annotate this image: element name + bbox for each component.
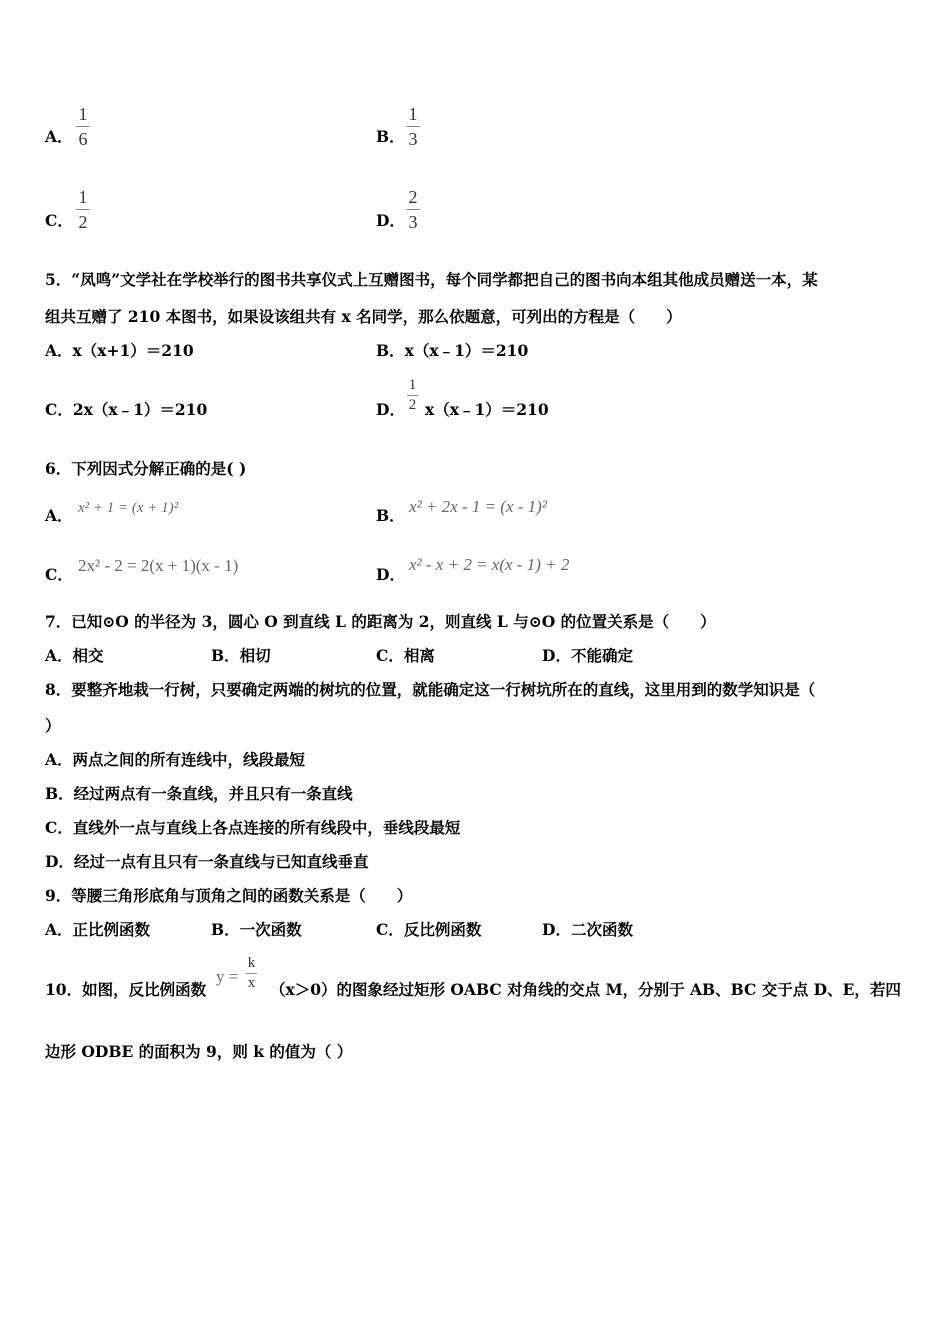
q5-option-d-denominator: 2 xyxy=(408,397,417,413)
q8-stem-line2: ） xyxy=(45,716,61,735)
q4-option-c-denominator: 2 xyxy=(78,212,88,232)
q7-option-c: C．相离 xyxy=(376,646,435,665)
q9-option-b: B．一次函数 xyxy=(211,920,302,939)
q7-option-d: D．不能确定 xyxy=(542,646,633,665)
q8-option-b: B．经过两点有一条直线，并且只有一条直线 xyxy=(45,784,353,803)
q5-option-d-expression: x（x﹣1）＝210 xyxy=(425,400,549,419)
q4-option-d-letter: D． xyxy=(376,211,405,230)
q5-option-d-fraction xyxy=(407,377,418,414)
q5-option-c: C．2x（x﹣1）＝210 xyxy=(45,400,208,419)
q4-option-c-letter: C． xyxy=(45,211,73,230)
q4-option-d-numerator: 2 xyxy=(408,187,418,207)
q4-option-b-fraction xyxy=(406,103,420,150)
q6-option-b-expression: x² + 2x - 1 = (x - 1)² xyxy=(409,497,547,516)
q10-y-equals: y = xyxy=(216,967,239,986)
q5-option-b: B．x（x﹣1）＝210 xyxy=(376,341,529,360)
q6-option-d-letter: D． xyxy=(376,565,405,584)
q6-option-a-expression: x² + 1 = (x + 1)² xyxy=(78,500,179,516)
q6-option-d-expression: x² - x + 2 = x(x - 1) + 2 xyxy=(409,555,570,574)
q10-fraction-numerator: k xyxy=(247,955,256,971)
q9-stem: 9．等腰三角形底角与顶角之间的函数关系是（ ） xyxy=(45,886,413,905)
q4-option-d-fraction xyxy=(406,186,420,233)
q8-stem-line1: 8．要整齐地栽一行树，只要确定两端的树坑的位置，就能确定这一行树坑所在的直线，这里用到的数学知识是（ xyxy=(45,680,816,699)
q5-stem-line2: 组共互赠了 210 本图书，如果设该组共有 x 名同学，那么依题意，可列出的方程是（ ） xyxy=(45,307,682,326)
q7-option-a: A．相交 xyxy=(45,646,104,665)
q5-stem-line1: 5．“凤鸣”文学社在学校举行的图书共享仪式上互赠图书，每个同学都把自己的图书向本组其他成员赠送一本，某 xyxy=(45,270,818,289)
q10-stem-prefix: 10．如图，反比例函数 xyxy=(45,980,207,999)
q9-option-d: D．二次函数 xyxy=(542,920,633,939)
q8-option-a: A．两点之间的所有连线中，线段最短 xyxy=(45,750,306,769)
q7-stem: 7．已知⊙O 的半径为 3，圆心 O 到直线 L 的距离为 2，则直线 L 与⊙O 的位置关系是（ ） xyxy=(45,612,716,631)
q9-option-a: A．正比例函数 xyxy=(45,920,151,939)
q4-option-b-numerator: 1 xyxy=(408,104,418,124)
q4-option-a-denominator: 6 xyxy=(78,129,88,149)
q10-stem-suffix: （x＞0）的图象经过矩形 OABC 对角线的交点 M，分别于 AB、BC 交于点 D、E，若四 xyxy=(270,980,901,999)
q6-stem: 6．下列因式分解正确的是( ) xyxy=(45,459,247,478)
q5-option-a: A．x（x+1）＝210 xyxy=(45,341,194,360)
q5-option-d-letter: D． xyxy=(376,400,405,419)
q4-option-b-denominator: 3 xyxy=(408,129,418,149)
q6-option-c-expression: 2x² - 2 = 2(x + 1)(x - 1) xyxy=(78,556,239,575)
q8-option-c: C．直线外一点与直线上各点连接的所有线段中，垂线段最短 xyxy=(45,818,461,837)
q4-option-a-letter: A． xyxy=(45,127,73,146)
q9-option-c: C．反比例函数 xyxy=(376,920,482,939)
q6-option-b-letter: B． xyxy=(376,506,405,525)
q10-k-over-x-fraction xyxy=(246,955,257,992)
q4-option-d-denominator: 3 xyxy=(408,212,418,232)
q10-stem-line2: 边形 ODBE 的面积为 9，则 k 的值为（ ） xyxy=(45,1042,353,1061)
q8-option-d: D．经过一点有且只有一条直线与已知直线垂直 xyxy=(45,852,369,871)
q4-option-a-numerator: 1 xyxy=(78,104,88,124)
q4-option-c-fraction xyxy=(76,186,90,233)
q5-option-d-numerator: 1 xyxy=(408,377,417,393)
q6-option-c-letter: C． xyxy=(45,565,73,584)
q4-option-b-letter: B． xyxy=(376,127,405,146)
q4-option-c-numerator: 1 xyxy=(78,187,88,207)
q6-option-a-letter: A． xyxy=(45,506,73,525)
q4-option-a-fraction xyxy=(76,103,90,150)
q7-option-b: B．相切 xyxy=(211,646,271,665)
q10-fraction-denominator: x xyxy=(247,975,256,991)
